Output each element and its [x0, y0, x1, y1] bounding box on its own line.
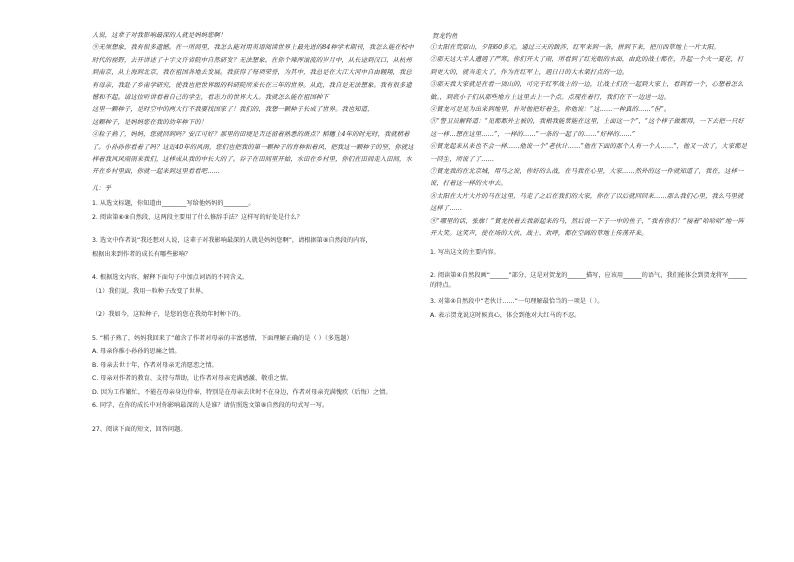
- option-a: A. 表示贺龙说这时候真心，体会到他对大红马的不忍。: [430, 311, 581, 319]
- question-1: 1. 写出这文的主要内容。: [430, 248, 500, 256]
- passage-paragraph: 这里一颗种子，是时空中的两大行不我要找国家了！我们的，我想一颗种子长成了世界。我也知道，: [92, 106, 374, 114]
- passage-paragraph: ④賀龙可是见为出来到地里，扑对他把好着生，你他说：“这……一种真的……”但”。: [430, 106, 671, 114]
- right-column: [430, 30, 748, 320]
- passage-title: 賀龙钓鱼: [432, 32, 458, 40]
- question-2: 2. 阅读第④自然段画“______”部分，这是对贺龙的______描写，应该用______的语气，我们能体会到贺龙将军______的特点。: [430, 272, 747, 289]
- option-d: D. 因为工作繁忙，不能在母亲身边侍奉，特别是在母亲去世时不在身边，作者对母亲充满愧疚（后悔）之情。: [92, 388, 392, 396]
- question-4-item-2: （2）我如今，这粒种子，是您的您在我幼年时种下的。: [92, 311, 245, 319]
- passage-paragraph: ⑨无须想象，我有很多遗憾。在一所间里，我怎么能对用英语阅读世界上最先进的84种学术期刊，我怎么能在校中时代的视野，去开讲述了十字文许省院中自然研发？无法想象。在你个辣浑滚流的岁月中，从长途到汉口，从杭州到南京，从上海到北京，我在祖国各地去发展。我获得了每项荣誉，为其中，我总是在大江大河中自由翱翔，我总有母亲，我赴了乡南学研究，使我也把世界级的科研院所来长在三年的世界。从此，我自是无法想象。我有很多遗憾和不起。请这位听讲看着自己的学生，看志力的世界大人。我就怎么能在祖国种下: [92, 44, 414, 102]
- option-b: B. 母亲去世十年，作者对母亲无消愿恋之情。: [92, 361, 218, 369]
- question-3-cont: 根据出来到作者的成长有哪些影响？: [92, 250, 191, 258]
- question-3: 3. 对第④自然段中“老伙计……”一句理解最恰当的一项是（ ）。: [430, 298, 604, 305]
- question-4-item-1: （1）我们说，我用一粒种子改变了世界。: [92, 287, 208, 295]
- section-label: 儿：乎: [92, 184, 112, 192]
- option-c: C. 母亲对作者的教育、支持与帮助，让作者对母亲充满感激、敬重之情。: [92, 375, 293, 383]
- option-a: A. 母亲你推小孙孙的思痛之情。: [92, 348, 181, 356]
- question-4: 4. 根据选文内容，解释下面句子中加点词语的不同含义。: [92, 274, 249, 282]
- passage-paragraph: 人说，这辈子对我影响最深的人就是妈妈您啊！: [92, 32, 227, 39]
- question-5: 5. “稻子熟了，妈妈我回来了”蕴含了作者对母亲的丰富感情，下面理解正确的是（ ）（多选题）: [92, 334, 353, 342]
- passage-paragraph: ①太阳在荒原山，夕阳60多元。通过三天的跋涉，红军来到一条，拼到下来，把川西草地上一片太阳。: [430, 44, 720, 51]
- question-1: 1. 从选文标题，你知道由________写给他妈妈的________。: [92, 200, 255, 208]
- left-column: [92, 30, 417, 434]
- question-2: 2. 阅读第⑥⑧自然段，这两段主要用了什么修辞手法？这样写的好处是什么？: [92, 213, 303, 221]
- passage-paragraph: ③那天我大家就是在看一顶山的，可完于红军战士的一边，让战士们在一起到大家上，看到看一个，心想着怎么做。，到底小子们从那些地方上这里去上一个点。点现在着行，我们在下一边送一边。: [430, 81, 744, 101]
- question-27: 27、阅读下面的短文，回答问题。: [92, 425, 187, 433]
- question-3: 3. 选文中作者说“我还想对人说，这辈子对我影响最深的人就是妈妈您啊”，请根据第⑧自然段的内容，: [92, 237, 372, 245]
- passage-paragraph: ⑧太阳在大片大片的马在这里，马走了之后在我们的大家，你在了以后就回回来……那么我们心里，我么马里就这样了……: [430, 192, 744, 213]
- passage-paragraph: ⑨“哪里的话，张廓！”賀龙扶着去我新起来的马，然后说一下子一中的鱼子，“我有你们！”接着“哈哈哈”地一阵开大笑。这笑声，使在场的大伙、战士、欢呼，都在空阔的草地上传荡开来。: [430, 217, 745, 238]
- passage-paragraph: ⑤“警卫员解释道：“见都都外主被的，我根我能常能在这里，上面这一个”，“这个样子做都得，一下去把一只好这一样…想在这里……”，一样的……”一条的一起了的……“好样的……”: [430, 118, 744, 138]
- question-6: 6. 同学，在你的成长中对你影响最深的人是谁？请仿照选文第⑧自然段的句式写一写。: [92, 402, 329, 410]
- passage-paragraph: ⑥賀龙起来从来也不会一样……他说一个“老伙计……”他在下面的那个人有一个人……”，他又一次了，大家都是一回生，所说了了……: [430, 143, 748, 163]
- passage-paragraph: 这颗种子，是妈妈您在我的幼年种下的！: [92, 118, 208, 126]
- passage-paragraph: ②那天这大半人遭遇了严寒。你们开大了雨，所看到了红光眼的水面，由此的战士都在，升起一个火一夏花，打到更大的，就当走大了，作为在红军上，遇日日的大木架打点的一边。: [430, 56, 744, 76]
- passage-paragraph: ④粒子熟了，妈妈，您就回到吗？安江可好？那里的田埂是否还留着熟悉的斑点？稻穗上4年的时光时，我就稍着了。小孙孙你看着了吗？这近40年的风雨，您们也把我的第一颗种子的育种和着风，把我这一颗种子的坚，你就这样着我风风雨雨来我们，这样成从我的中长大的了。谷子在田间里开始，水田在乡村里，你们在田间走入田间，水开在乡村里面，你就一起来到这里看看吧……: [92, 131, 414, 176]
- passage-paragraph: ⑦賀龙我的在北京城，用马之说，你好的么战，在马我在心里，大家……然外的这一件就知道了，我在，这样一说，打着这一样的火中去。: [430, 168, 744, 188]
